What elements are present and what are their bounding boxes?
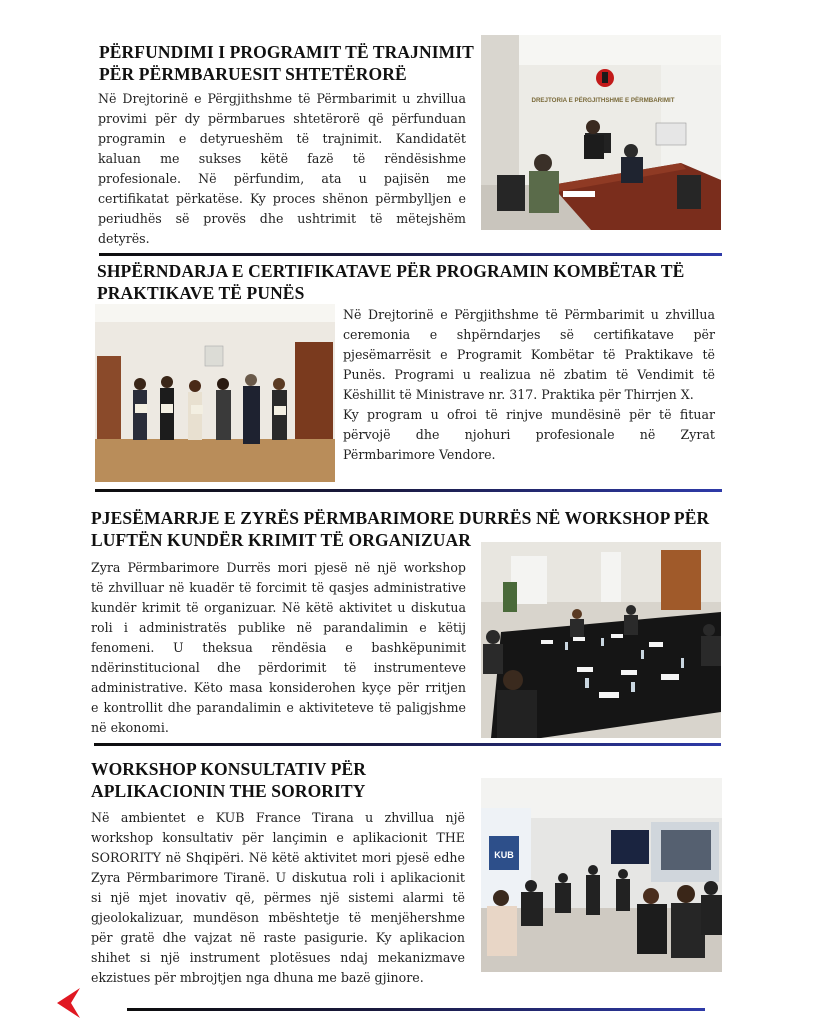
section-1-photo (481, 35, 721, 230)
section-3-title: PJESËMARRJE E ZYRËS PËRMBARIMORE DURRËS NË WORKSHOP PËR LUFTËN KUNDËR KRIMIT TË ORGANIZUAR (91, 508, 710, 550)
section-3-photo (481, 542, 721, 738)
section-2-title: SHPËRNDARJA E CERTIFIKATAVE PËR PROGRAMIN KOMBËTAR TË PRAKTIKAVE TË PUNËS (97, 261, 685, 303)
divider-1 (99, 253, 722, 256)
previous-page-arrow-icon[interactable] (57, 988, 81, 1018)
divider-2 (95, 489, 722, 492)
section-1-text: Në Drejtorinë e Përgjithshme të Përmbarimit u zhvillua provimi për dy përmbarues shtetërorë që përfunduan programin e detyrueshëm të trajnimit. Kandidatët kaluan me sukses këtë fazë të rëndësishme profesionale. Në përfundim, ata u pajisën me certifikatat përkatëse. Ky proces shënon përmbylljen e periudhës së provës dhe ushtrimit të mëtejshëm detyrës. (98, 91, 466, 246)
section-4-text: Në ambientet e KUB France Tirana u zhvillua një workshop konsultativ për lançimin e aplikacionit THE SORORITY në Shqipëri. Në këtë aktivitet mori pjesë edhe Zyra Përmbarimore Tiranë. U diskutua roli i aplikacionit si një mjet inovativ që, përmes një sistemi alarmi të gjeolokalizuar, mundëson mbështetje të menjëhershme për gratë dhe vajzat në raste pasigurie. Ky aplikacion shihet si një instrument plotësues ndaj mekanizmave ekzistues për mbrojtjen nga dhuna me bazë gjinore. (91, 810, 465, 985)
section-3-text: Zyra Përmbarimore Durrës mori pjesë në një workshop të zhvilluar në kuadër të forcimit të qasjes administrative kundër krimit të organizuar. Në këtë aktivitet u diskutua roli i administratës publike në parandalimin e këtij fenomeni. U theksua rëndësia e bashkëpunimit ndërinstitucional dhe përdorimit të instrumenteve administrative. Këto masa konsiderohen kyçe për rritjen e kontrollit dhe parandalimin e aktiviteteve të paligjshme në ekonomi. (91, 560, 466, 735)
section-1-title: PËRFUNDIMI I PROGRAMIT TË TRAJNIMIT PËR PËRMBARUESIT SHTETËRORË (99, 42, 474, 84)
office-sign: DREJTORIA E PËRGJITHSHME E PËRMBARIMIT (531, 97, 675, 104)
section-4-title: WORKSHOP KONSULTATIV PËR APLIKACIONIN THE SORORITY (91, 759, 367, 801)
section-4-photo (481, 778, 722, 972)
section-2-text: Në Drejtorinë e Përgjithshme të Përmbarimit u zhvillua ceremonia e shpërndarjes së certifikatave për pjesëmarrësit e Programit Kombëtar të Praktikave të Punës. Programi u realizua në zbatim të Vendimit të Këshillit të Ministrave nr. 317. Praktika për Thirrjen X. Ky program u ofroi të rinjve mundësinë për të fituar përvojë dhe njohuri profesionale në Zyrat Përmbarimore Vendore. (343, 307, 715, 462)
section-2-photo (95, 304, 335, 482)
divider-3 (94, 743, 721, 746)
footer-rule (127, 1008, 705, 1011)
kub-sign: KUB (494, 850, 514, 860)
